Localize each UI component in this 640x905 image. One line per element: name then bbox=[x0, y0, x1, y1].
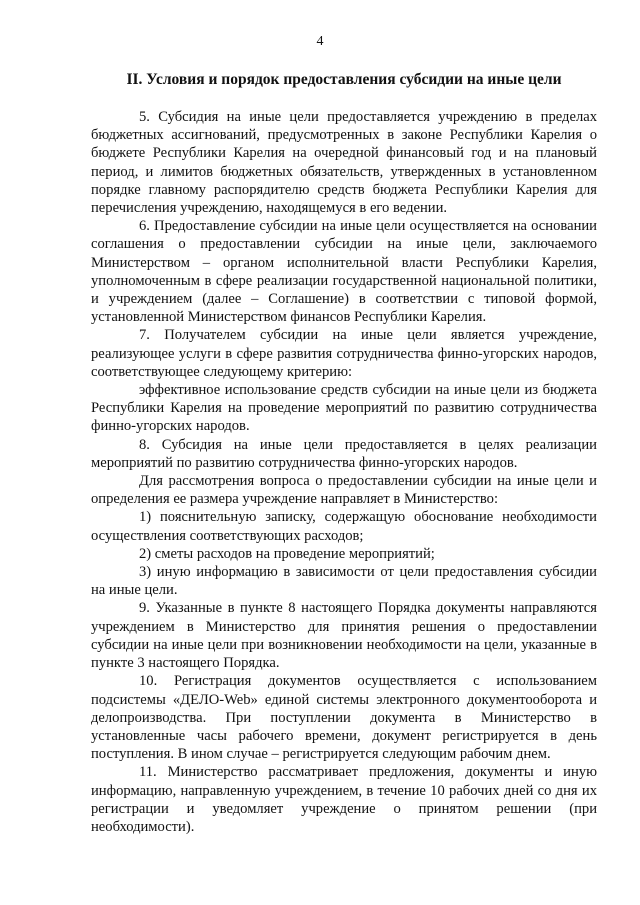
list-item-3: 3) иную информацию в зависимости от цели предоставления субсидии на иные цели. bbox=[91, 564, 597, 599]
section-title: II. Условия и порядок предоставления субсидии на иные цели bbox=[126, 71, 562, 88]
body-text bbox=[91, 108, 597, 836]
paragraph-documents-intro: Для рассмотрения вопроса о предоставлении субсидии на иные цели и определения ее размера учреждение направляет в Министерство: bbox=[91, 473, 597, 508]
list-item-1: 1) пояснительную записку, содержащую обоснование необходимости осуществления соответствующих расходов; bbox=[91, 509, 597, 544]
list-item-2: 2) сметы расходов на проведение мероприятий; bbox=[139, 545, 435, 562]
paragraph-item-10: 10. Регистрация документов осуществляется с использованием подсистемы «ДЕЛО-Web» единой системы электронного документооборота и делопроизводства. При поступлении документа в Министерство в установленные часы рабочего времени, документ регистрируется в день поступления. В ином случае – регистрируется следующим рабочим днем. bbox=[91, 673, 597, 763]
page-number: 4 bbox=[316, 34, 324, 49]
paragraph-item-11: 11. Министерство рассматривает предложения, документы и иную информацию, направленную учреждением, в течение 10 рабочих дней со дня их регистрации и уведомляет учреждение о принятом решении (при необходимости). bbox=[91, 764, 597, 835]
paragraph-item-5: 5. Субсидия на иные цели предоставляется учреждению в пределах бюджетных ассигнований, предусмотренных в законе Республики Карелия о бюджете Республики Карелия на очередной финансовый год и на плановый период, и лимитов бюджетных обязательств, утвержденных в установленном порядке главному распорядителю средств бюджета Республики Карелия для перечисления учреждению, находящемуся в его ведении. bbox=[91, 109, 597, 217]
paragraph-item-8: 8. Субсидия на иные цели предоставляется в целях реализации мероприятий по развитию сотрудничества финно-угорских народов. bbox=[91, 436, 597, 471]
paragraph-item-9: 9. Указанные в пункте 8 настоящего Порядка документы направляются учреждением в Министерство для принятия решения о предоставлении субсидии на иные цели при возникновении необходимости на цели, указанные в пункте 3 настоящего Порядка. bbox=[91, 600, 597, 672]
paragraph-criterion: эффективное использование средств субсидии на иные цели из бюджета Республики Карелия на проведение мероприятий по развитию сотрудничества финно-угорских народов. bbox=[91, 382, 597, 435]
paragraph-item-7: 7. Получателем субсидии на иные цели является учреждение, реализующее услуги в сфере развития сотрудничества финно-угорских народов, соответствующее следующему критерию: bbox=[91, 327, 597, 380]
paragraph-item-6: 6. Предоставление субсидии на иные цели осуществляется на основании соглашения о предоставлении субсидии на иные цели, заключаемого Министерством – органом исполнительной власти Республики Карелия, уполномоченным в сфере реализации государственной национальной политики, и учреждением (далее – Соглашение) в соответствии с типовой формой, установленной Министерством финансов Республики Карелия. bbox=[91, 218, 597, 326]
